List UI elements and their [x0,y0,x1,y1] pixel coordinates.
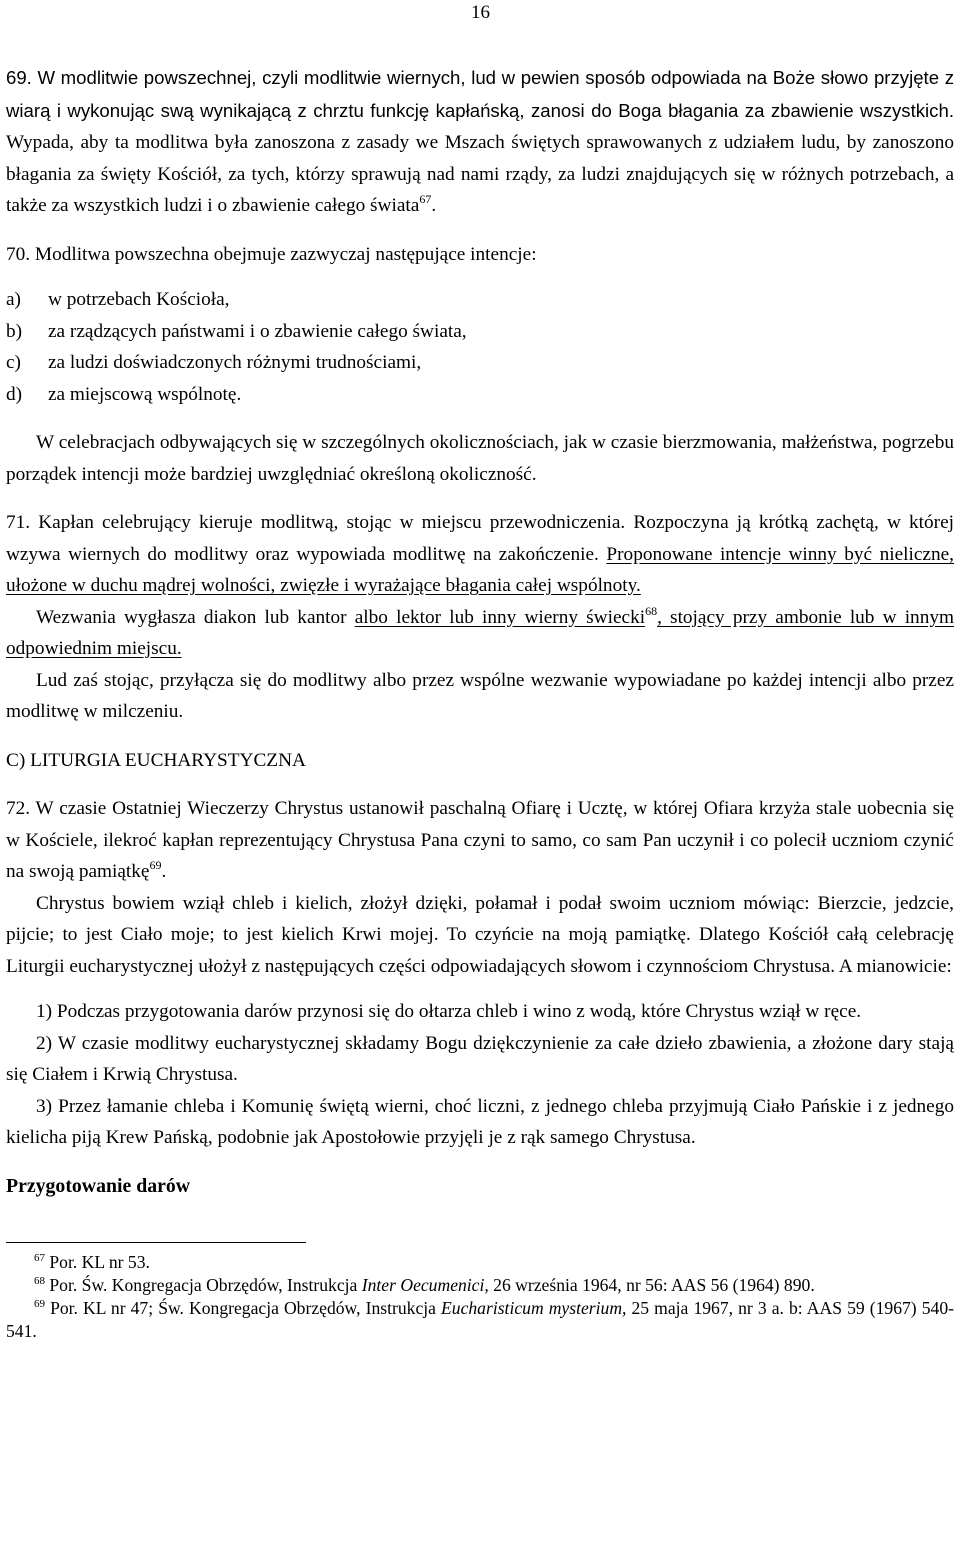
paragraph-72-b: Chrystus bowiem wziął chleb i kielich, złożył dzięki, połamał i podał swoim uczniom mówiąc: Bierzcie, jedzcie, pijcie; to jest Ciało moje; to jest kielich Krwi mojej. To czyńcie na moją pamiątkę. Dlatego Kościół całą celebrację Liturgii eucharystycznej ułożył z następujących części odpowiadających słowom i czynnościom Chrystusa. A mianowicie: [6,892,954,977]
footnote-ref-67[interactable]: 67 [419,192,432,206]
footnote-67: $^{67}$ Por. KL nr 53. [34,1252,150,1272]
paragraph-71: 71. Kapłan celebrujący kieruje modlitwą, stojąc w miejscu przewodniczenia. Rozpoczyna ją krótką zachętą, w której wzywa wiernych do modlitwy oraz wypowiada modlitwę na zakończenie. Proponowane intencje winny być nieliczne, ułożone w duchu mądrej wolności, zwięzłe i wyrażające błagania całej wspólnoty. [6,512,954,596]
paragraph-71-c: Lud zaś stojąc, przyłącza się do modlitwy albo przez wspólne wezwanie wypowiadane po każdej intencji albo przez modlitwę w milczeniu. [6,669,954,722]
list-item: c) za ludzi doświadczonych różnymi trudnościami, [6,352,422,373]
footnote-ref-68[interactable]: 68 [645,603,658,618]
list-item: 2) W czasie modlitwy eucharystycznej składamy Bogu dziękczynienie za całe dzieło zbawienia, a złożone dary stają się Ciałem i Krwią Chrystusa. [6,1032,954,1085]
footnote-69: $^{69}$ Por. KL nr 47; Św. Kongregacja Obrzędów, Instrukcja Eucharisticum mysterium, 25 maja 1967, nr 3 a. b: AAS 59 (1967) 540-541. [6,1298,954,1341]
page-number: 16 [471,2,490,23]
list-item: b) za rządzących państwami i o zbawienie całego świata, [6,320,467,342]
paragraph-71-b: Wezwania wygłasza diakon lub kantor albo lektor lub inny wierny świecki$^{68}$, stojący przy ambonie lub w innym odpowiednim miejscu. [6,603,954,659]
footnote-ref-69[interactable]: 69 [149,858,162,872]
paragraph-69-lead: 69. W modlitwie powszechnej, czyli modlitwie wiernych, lud w pewien sposób odpowiada na Boże słowo przyjęte z wiarą i wykonując swą wynikającą z chrztu funkcję kapłańską, zanosi do Boga błagania za zbawienie wszystkich. [6,67,954,121]
list-item: 1) Podczas przygotowania darów przynosi się do ołtarza chleb i wino z wodą, które Chrystus wziął w ręce. [36,1001,862,1022]
paragraph-70-intro: 70. Modlitwa powszechna obejmuje zazwyczaj następujące intencje: [6,243,537,265]
paragraph-69-body: Wypada, aby ta modlitwa była zanoszona z zasady we Mszach świętych sprawowanych z udziałem ludu, by zanoszono błagania za święty Kościół, za tych, którzy sprawują nad nami rządy, za ludzi znajdujących się w różnych potrzebach, a także za wszystkich ludzi i o zbawienie całego świata [6,132,954,216]
page-content [6,62,954,1343]
paragraph-69: 69. W modlitwie powszechnej, czyli modlitwie wiernych, lud w pewien sposób odpowiada na Boże słowo przyjęte z wiarą i wykonując swą wynikającą z chrztu funkcję kapłańską, zanosi do Boga błagania za zbawienie wszystkich. Wypada, aby ta modlitwa była zanoszona z zasady we Mszach świętych sprawowanych z udziałem ludu, by zanoszono błagania za święty Kościół, za tych, którzy sprawują nad nami rządy, za ludzi znajdujących się w różnych potrzebach, a także za wszystkich ludzi i o zbawienie całego świata$^{67}$. [6,67,954,216]
list-item: a) w potrzebach Kościoła, [6,289,230,310]
footnote-divider [6,1242,306,1243]
list-item: 3) Przez łamanie chleba i Komunię świętą wierni, choć liczni, z jednego chleba przyjmują Ciało Pańskie i z jednego kielicha piją Krew Pańską, podobnie jak Apostołowie przyjęli je z rąk samego Chrystusa. [6,1095,954,1148]
paragraph-72: 72. W czasie Ostatniej Wieczerzy Chrystus ustanowił paschalną Ofiarę i Ucztę, w której Ofiara krzyża stale uobecnia się w Kościele, ilekroć kapłan reprezentujący Chrystusa Pana czyni to samo, co sam Pan uczynił i co polecił uczniom czynić na swoją pamiątkę$^{69}$. [6,798,954,882]
underlined-text: Proponowane intencje winny być nieliczne, ułożone w duchu mądrej wolności, zwięzłe i wyrażające błagania całej wspólnoty. [6,543,954,596]
footnote-68: $^{68}$ Por. Św. Kongregacja Obrzędów, Instrukcja Inter Oecumenici, 26 września 1964, nr 56: AAS 56 (1964) 890. [34,1275,815,1295]
list-item: d) za miejscową wspólnotę. [6,383,242,405]
paragraph-70-extra: W celebracjach odbywających się w szczególnych okolicznościach, jak w czasie bierzmowania, małżeństwa, pogrzebu porządek intencji może bardziej uwzględniać określoną okoliczność. [6,432,954,485]
section-heading: C) LITURGIA EUCHARYSTYCZNA [6,749,306,771]
subheading: Przygotowanie darów [6,1174,191,1197]
intention-list [6,284,954,410]
